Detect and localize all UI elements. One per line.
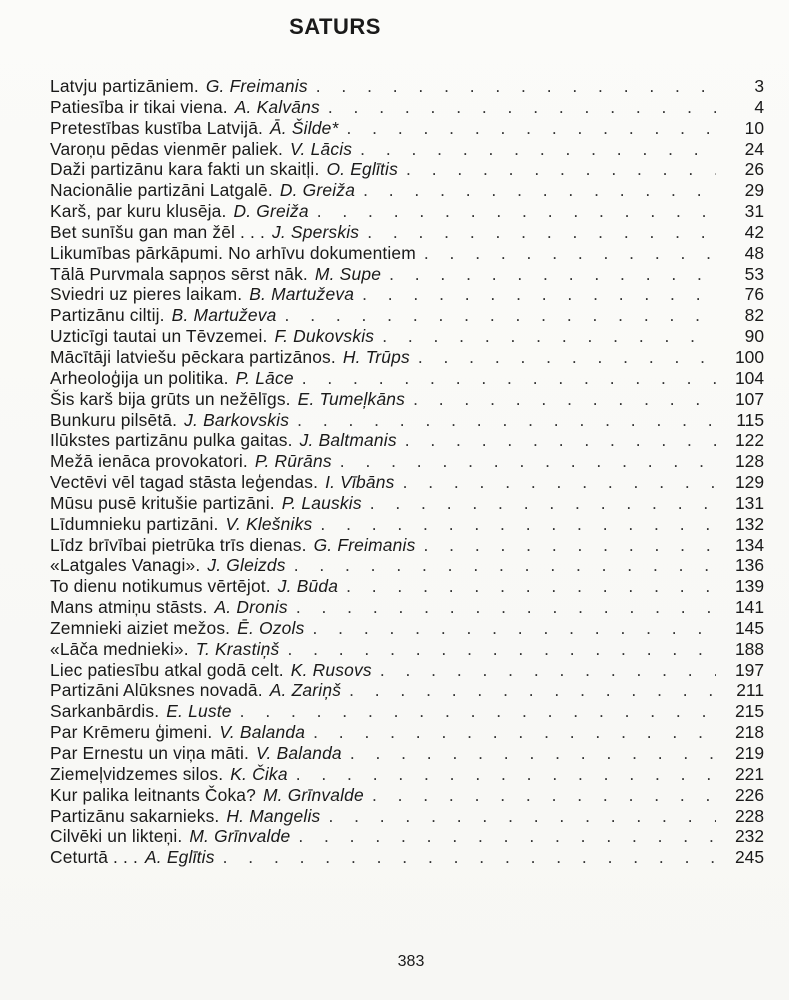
toc-entry-text: [50, 118, 339, 139]
dot-leader: [360, 139, 716, 160]
toc-entry: [50, 201, 764, 222]
toc-entry: [50, 597, 764, 618]
dot-leader: [328, 806, 716, 827]
toc-entry-text: [50, 451, 332, 472]
toc-entry-text: [50, 555, 286, 576]
toc-entry-text: [50, 347, 410, 368]
entry-title: Ceturtā . . .: [50, 847, 138, 868]
entry-title: Šis karš bija grūts un nežēlīgs.: [50, 388, 291, 409]
entry-title: Tālā Purvmala sapņos sērst nāk.: [50, 263, 308, 284]
entry-page-number: 31: [744, 201, 764, 222]
toc-entry: [50, 618, 764, 639]
toc-entry: [50, 785, 764, 806]
dot-leader: [424, 243, 716, 264]
dot-leader: [317, 201, 716, 222]
dot-leader: [285, 305, 716, 326]
toc-entry-text: [50, 847, 215, 868]
dot-leader: [370, 493, 716, 514]
entry-title: Patiesība ir tikai viena.: [50, 96, 228, 117]
dot-leader: [349, 680, 716, 701]
entry-author: K. Čika: [230, 763, 288, 784]
toc-entry: [50, 680, 764, 701]
dot-leader: [367, 222, 716, 243]
toc-entry: [50, 368, 764, 389]
dot-leader: [347, 118, 716, 139]
dot-leader: [223, 847, 716, 868]
entry-title: Karš, par kuru klusēja.: [50, 201, 227, 222]
entry-title: Vectēvi vēl tagad stāsta leģendas.: [50, 472, 319, 493]
dot-leader: [296, 597, 716, 618]
entry-author: B. Martuževa: [249, 284, 355, 305]
entry-page-number: 211: [736, 680, 764, 701]
dot-leader: [313, 618, 717, 639]
toc-entry: [50, 493, 764, 514]
toc-entry-text: [50, 264, 381, 285]
dot-leader: [413, 389, 716, 410]
entry-page-number: 29: [744, 180, 764, 201]
entry-title: Ziemeļvidzemes silos.: [50, 763, 224, 784]
toc-entry: [50, 826, 764, 847]
entry-author: Ā. Šilde*: [270, 117, 339, 138]
dot-leader: [302, 368, 716, 389]
dot-leader: [313, 722, 716, 743]
entry-author: H. Trūps: [342, 346, 410, 367]
entry-title: To dienu notikumus vērtējot.: [50, 576, 271, 597]
entry-page-number: 232: [734, 826, 764, 847]
entry-author: A. Dronis: [214, 597, 288, 618]
toc-entry: [50, 347, 764, 368]
dot-leader: [372, 785, 716, 806]
toc-entry: [50, 660, 764, 681]
entry-author: M. Supe: [314, 263, 382, 284]
entry-author: A. Eglītis: [144, 847, 215, 868]
page-title: SATURS: [289, 14, 381, 39]
toc-entry: [50, 139, 764, 160]
dot-leader: [240, 701, 716, 722]
entry-page-number: 4: [754, 96, 764, 117]
entry-page-number: 107: [734, 388, 764, 409]
toc-entry: [50, 243, 764, 264]
toc-entry: [50, 764, 764, 785]
toc-entry: [50, 284, 764, 305]
toc-entry: [50, 535, 764, 556]
toc-entry-text: [50, 368, 294, 389]
entry-author: F. Dukovskis: [274, 326, 375, 347]
toc-entry: [50, 743, 764, 764]
toc-entry-text: [50, 430, 397, 451]
toc-entry: [50, 264, 764, 285]
dot-leader: [316, 76, 716, 97]
entry-title: Līdumnieku partizāni.: [50, 513, 219, 534]
entry-author: J. Gleizds: [207, 555, 286, 576]
entry-page-number: 100: [734, 346, 764, 367]
entry-title: Mans atmiņu stāsts.: [50, 597, 208, 618]
dot-leader: [418, 347, 716, 368]
entry-author: M. Grīnvalde: [189, 826, 291, 847]
entry-page-number: 226: [734, 784, 764, 805]
toc-entry-text: [50, 826, 290, 847]
dot-leader: [297, 410, 716, 431]
entry-author: G. Freimanis: [313, 534, 416, 555]
entry-author: J. Būda: [277, 576, 339, 597]
entry-page-number: 219: [734, 743, 764, 763]
toc-entry-text: [50, 76, 308, 97]
toc-entry-text: [50, 222, 359, 243]
entry-author: M. Grīnvalde: [262, 784, 364, 805]
entry-title: Partizānu ciltij.: [50, 305, 165, 326]
entry-page-number: 115: [736, 409, 764, 430]
entry-title: Bet sunīšu gan man žēl . . .: [50, 221, 265, 242]
entry-page-number: 228: [734, 805, 764, 826]
dot-leader: [424, 535, 716, 556]
entry-author: G. Freimanis: [205, 76, 308, 96]
entry-author: K. Rusovs: [290, 659, 372, 680]
toc-entry-text: [50, 284, 354, 305]
toc-entry-text: [50, 410, 289, 431]
dot-leader: [363, 180, 716, 201]
dot-leader: [340, 451, 716, 472]
entry-author: I. Vībāns: [325, 472, 395, 493]
page-number: 383: [397, 953, 425, 970]
entry-title: Ilūkstes partizānu pulka gaitas.: [50, 430, 293, 451]
toc-entry: [50, 576, 764, 597]
toc-entry-text: [50, 576, 338, 597]
toc-entry-text: [50, 722, 305, 743]
entry-title: Latvju partizāniem.: [50, 76, 199, 96]
toc-entry-text: [50, 806, 320, 827]
entry-page-number: 132: [734, 513, 764, 534]
entry-title: Partizānu sakarnieks.: [50, 805, 220, 826]
entry-author: A. Kalvāns: [234, 96, 320, 117]
entry-author: D. Greiža: [233, 201, 309, 222]
toc-entry-text: [50, 514, 312, 535]
toc-entry: [50, 847, 764, 868]
dot-leader: [362, 284, 716, 305]
entry-author: J. Sperskis: [271, 221, 360, 242]
entry-page-number: 53: [744, 263, 764, 284]
toc-entry: [50, 514, 764, 535]
dot-leader: [380, 660, 716, 681]
toc-entry: [50, 806, 764, 827]
toc-entry: [50, 326, 764, 347]
entry-page-number: 128: [734, 451, 764, 472]
toc-entry-text: [50, 139, 352, 160]
entry-author: T. Krastiņš: [195, 638, 280, 659]
dot-leader: [294, 555, 716, 576]
entry-page-number: 10: [744, 117, 764, 138]
toc-entry-text: [50, 597, 288, 618]
entry-author: J. Barkovskis: [184, 409, 290, 430]
dot-leader: [328, 97, 716, 118]
toc-entry-text: [50, 159, 398, 180]
dot-leader: [287, 639, 716, 660]
entry-author: J. Baltmanis: [299, 430, 397, 451]
entry-page-number: 145: [734, 617, 764, 638]
toc-entry: [50, 472, 764, 493]
toc-entry-text: [50, 743, 342, 764]
entry-title: Līdz brīvībai pietrūka trīs dienas.: [50, 534, 307, 555]
toc-entry: [50, 180, 764, 201]
toc-entry-text: [50, 535, 416, 556]
toc-entry: [50, 389, 764, 410]
entry-title: Mežā ienāca provokatori.: [50, 451, 248, 472]
entry-author: V. Lācis: [290, 138, 353, 159]
entry-title: Cilvēki un likteņi.: [50, 826, 183, 847]
entry-page-number: 141: [734, 597, 764, 618]
entry-title: Varoņu pēdas vienmēr paliek.: [50, 138, 283, 159]
entry-page-number: 215: [734, 701, 764, 722]
entry-author: P. Lāce: [235, 367, 294, 388]
toc-entry: [50, 76, 764, 97]
dot-leader: [296, 764, 716, 785]
entry-title: Zemnieki aiziet mežos.: [50, 617, 231, 638]
entry-author: P. Rūrāns: [254, 451, 332, 472]
toc-entry-text: [50, 243, 416, 264]
entry-page-number: 76: [744, 284, 764, 305]
entry-page-number: 218: [734, 722, 764, 743]
entry-page-number: 221: [734, 763, 764, 784]
entry-page-number: 90: [744, 326, 764, 347]
dot-leader: [406, 159, 716, 180]
entry-page-number: 82: [744, 305, 764, 326]
toc-entry: [50, 159, 764, 180]
toc-entry: [50, 410, 764, 431]
entry-title: Likumības pārkāpumi. No arhīvu dokumentiem: [50, 242, 416, 263]
entry-title: Nacionālie partizāni Latgalē.: [50, 180, 273, 201]
toc-entry: [50, 222, 764, 243]
entry-title: Par Ernestu un viņa māti.: [50, 743, 250, 763]
entry-title: «Latgales Vanagi».: [50, 555, 201, 576]
dot-leader: [346, 576, 716, 597]
toc-entry-text: [50, 180, 355, 201]
entry-page-number: 24: [744, 138, 764, 159]
toc-entry-text: [50, 493, 362, 514]
entry-page-number: 139: [734, 576, 764, 597]
dot-leader: [350, 743, 716, 764]
entry-page-number: 134: [734, 534, 764, 555]
entry-author: E. Luste: [166, 701, 232, 722]
entry-title: Liec patiesību atkal godā celt.: [50, 659, 284, 680]
entry-title: «Lāča mednieki».: [50, 638, 189, 659]
entry-page-number: 26: [744, 159, 764, 180]
toc-entry-text: [50, 472, 395, 493]
toc-entry-text: [50, 326, 374, 347]
entry-page-number: 104: [734, 367, 764, 388]
entry-title: Par Krēmeru ģimeni.: [50, 722, 213, 743]
entry-author: P. Lauskis: [281, 492, 362, 513]
toc-entry-text: [50, 305, 277, 326]
dot-leader: [382, 326, 716, 347]
entry-page-number: 131: [734, 492, 764, 513]
entry-title: Mūsu pusē kritušie partizāni.: [50, 492, 275, 513]
entry-page-number: 136: [734, 555, 764, 576]
toc-entry: [50, 305, 764, 326]
entry-title: Mācītāji latviešu pēckara partizānos.: [50, 346, 336, 367]
entry-page-number: 197: [734, 659, 764, 680]
entry-author: V. Balanda: [256, 743, 342, 763]
entry-page-number: 42: [744, 221, 764, 242]
entry-title: Daži partizānu kara fakti un skaitļi.: [50, 159, 320, 180]
entry-author: E. Tumeļkāns: [297, 388, 406, 409]
entry-title: Sviedri uz pieres laikam.: [50, 284, 243, 305]
toc-entry-text: [50, 660, 372, 681]
entry-title: Bunkuru pilsētā.: [50, 409, 178, 430]
dot-leader: [389, 264, 716, 285]
dot-leader: [320, 514, 716, 535]
entry-page-number: 48: [744, 242, 764, 263]
entry-author: B. Martuževa: [171, 305, 277, 326]
toc-entry: [50, 701, 764, 722]
entry-author: A. Zariņš: [269, 680, 342, 701]
toc-entry-text: [50, 680, 341, 701]
entry-title: Arheoloģija un politika.: [50, 367, 229, 388]
toc-entry: [50, 639, 764, 660]
dot-leader: [403, 472, 716, 493]
toc-entry-text: [50, 618, 305, 639]
toc-entry-text: [50, 389, 405, 410]
toc-entry-text: [50, 701, 232, 722]
entry-title: Pretestības kustība Latvijā.: [50, 117, 263, 138]
dot-leader: [405, 430, 716, 451]
entry-author: V. Balanda: [219, 722, 306, 743]
entry-title: Uzticīgi tautai un Tēvzemei.: [50, 326, 268, 347]
toc-entry-text: [50, 201, 309, 222]
entry-title: Kur palika leitnants Čoka?: [50, 784, 256, 805]
dot-leader: [298, 826, 716, 847]
entry-author: V. Klešniks: [225, 513, 313, 534]
toc-entry: [50, 97, 764, 118]
toc-entry-text: [50, 764, 288, 785]
entry-author: H. Mangelis: [226, 805, 321, 826]
toc-entry-text: [50, 97, 320, 118]
toc-entry-text: [50, 639, 279, 660]
entry-page-number: 245: [734, 847, 764, 868]
toc-entry: [50, 430, 764, 451]
entry-page-number: 129: [734, 472, 764, 493]
entry-page-number: 122: [734, 430, 764, 451]
toc-entry: [50, 118, 764, 139]
entry-author: D. Greiža: [279, 180, 356, 201]
entry-page-number: 188: [734, 638, 764, 659]
entry-title: Partizāni Alūksnes novadā.: [50, 680, 263, 701]
toc-entry: [50, 555, 764, 576]
table-of-contents: [50, 76, 764, 868]
entry-author: Ē. Ozols: [237, 617, 305, 638]
toc-entry: [50, 451, 764, 472]
toc-entry: [50, 722, 764, 743]
entry-author: O. Eglītis: [326, 159, 399, 180]
entry-page-number: 3: [754, 76, 764, 96]
entry-title: Sarkanbārdis.: [50, 701, 160, 722]
toc-entry-text: [50, 785, 364, 806]
